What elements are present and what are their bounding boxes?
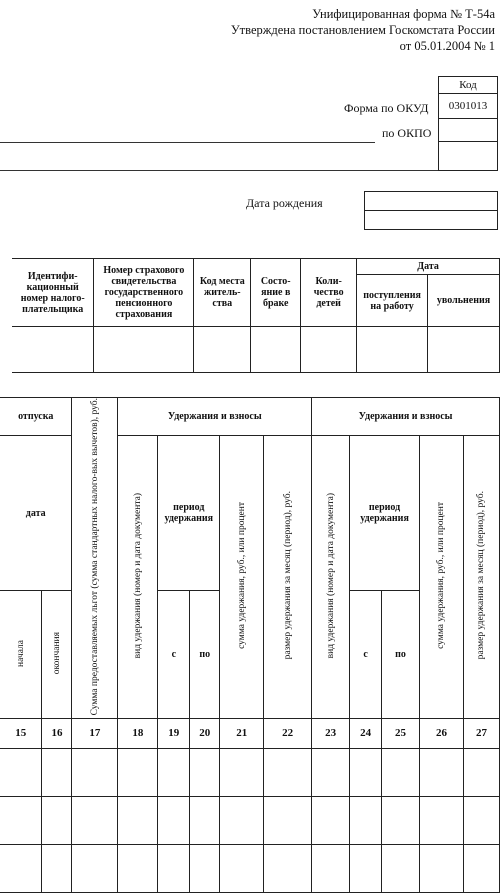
- kind-header-1: [118, 436, 158, 719]
- vacation-deductions-table: [0, 397, 500, 893]
- org-name-line[interactable]: [0, 142, 375, 143]
- data-cell[interactable]: [382, 845, 420, 893]
- deductions-header: [72, 398, 118, 719]
- data-cell[interactable]: [220, 749, 264, 797]
- inn-cell[interactable]: [12, 327, 94, 373]
- kind-header-2: [312, 436, 350, 719]
- col-number: 17: [72, 719, 118, 749]
- data-cell[interactable]: [72, 797, 118, 845]
- start-header: [0, 591, 42, 719]
- col-number: 21: [220, 719, 264, 749]
- date-group-header: Дата: [357, 259, 500, 275]
- col-number: 20: [190, 719, 220, 749]
- approval-date: от 05.01.2004 № 1: [399, 39, 495, 53]
- data-cell[interactable]: [463, 845, 499, 893]
- residence-cell[interactable]: [194, 327, 251, 373]
- data-cell[interactable]: [42, 797, 72, 845]
- vacation-header: отпуска: [0, 398, 72, 436]
- sum-header-2-text: сумма удержания, руб., или процент: [436, 502, 447, 650]
- withholdings-group-1: Удержания и взносы: [118, 398, 312, 436]
- sum-header-1-text: сумма удержания, руб., или процент: [236, 502, 247, 650]
- from-header-1: с: [158, 591, 190, 719]
- employee-info-table: [12, 258, 500, 373]
- data-cell[interactable]: [0, 797, 42, 845]
- okud-label: Форма по ОКУД: [344, 101, 429, 115]
- end-header-text: окончания: [51, 632, 62, 675]
- monthly-header-1: [264, 436, 312, 719]
- children-cell[interactable]: [301, 327, 357, 373]
- kind-header-2-text: вид удержания (номер и дата документа): [325, 493, 336, 659]
- data-cell[interactable]: [118, 749, 158, 797]
- data-cell[interactable]: [463, 749, 499, 797]
- data-cell[interactable]: [118, 845, 158, 893]
- col-number: 24: [350, 719, 382, 749]
- okud-code-field[interactable]: 0301013: [438, 93, 498, 119]
- data-cell[interactable]: [0, 749, 42, 797]
- birth-date-field-2[interactable]: [364, 210, 498, 230]
- data-cell[interactable]: [420, 797, 464, 845]
- col-number: 27: [463, 719, 499, 749]
- snils-cell[interactable]: [94, 327, 194, 373]
- data-cell[interactable]: [264, 797, 312, 845]
- data-cell[interactable]: [382, 749, 420, 797]
- col-number: 18: [118, 719, 158, 749]
- okpo-code-field[interactable]: [438, 118, 498, 142]
- marital-cell[interactable]: [251, 327, 301, 373]
- deductions-header-text: Сумма предоставляемых льгот (сумма стандартных налого-вых вычетов), руб.: [89, 398, 100, 716]
- to-header-1: по: [190, 591, 220, 719]
- data-cell[interactable]: [264, 845, 312, 893]
- birth-date-label: Дата рождения: [246, 196, 323, 210]
- data-cell[interactable]: [0, 845, 42, 893]
- table-row: [0, 845, 500, 893]
- monthly-header-2-text: размер удержания за месяц (период), руб.: [476, 491, 487, 660]
- okpo-label: по ОКПО: [382, 126, 432, 140]
- col-number: 22: [264, 719, 312, 749]
- hire-date-header: поступления на работу: [357, 275, 428, 327]
- vacation-date-header: дата: [0, 436, 72, 591]
- kind-header-1-text: вид удержания (номер и дата документа): [132, 493, 143, 659]
- data-cell[interactable]: [42, 749, 72, 797]
- data-cell[interactable]: [420, 749, 464, 797]
- col-number: 19: [158, 719, 190, 749]
- marital-status-header: Состо-яние в браке: [251, 259, 301, 327]
- data-cell[interactable]: [220, 845, 264, 893]
- extra-code-field[interactable]: [438, 141, 498, 171]
- to-header-2: по: [382, 591, 420, 719]
- form-title: Унифицированная форма № Т-54а: [312, 7, 495, 21]
- data-cell[interactable]: [72, 845, 118, 893]
- data-cell[interactable]: [42, 845, 72, 893]
- snils-header: Номер страхового свидетельства государственного пенсионного страхования: [94, 259, 194, 327]
- data-cell[interactable]: [312, 797, 350, 845]
- table-row: [0, 797, 500, 845]
- monthly-header-1-text: размер удержания за месяц (период), руб.: [282, 491, 293, 660]
- sum-header-2: [420, 436, 464, 719]
- period-header-2: период удержания: [350, 436, 420, 591]
- fire-date-cell[interactable]: [428, 327, 500, 373]
- data-cell[interactable]: [118, 797, 158, 845]
- birth-date-field[interactable]: [364, 191, 498, 211]
- code-header: Код: [438, 76, 498, 94]
- data-cell[interactable]: [190, 845, 220, 893]
- from-header-2: с: [350, 591, 382, 719]
- data-cell[interactable]: [264, 749, 312, 797]
- data-cell[interactable]: [312, 749, 350, 797]
- table-row: [0, 749, 500, 797]
- data-cell[interactable]: [463, 797, 499, 845]
- data-cell[interactable]: [312, 845, 350, 893]
- data-cell[interactable]: [158, 845, 190, 893]
- data-cell[interactable]: [190, 749, 220, 797]
- col-number: 23: [312, 719, 350, 749]
- start-header-text: начала: [15, 639, 26, 667]
- sum-header-1: [220, 436, 264, 719]
- withholdings-group-2: Удержания и взносы: [312, 398, 500, 436]
- period-header-1: период удержания: [158, 436, 220, 591]
- data-cell[interactable]: [158, 797, 190, 845]
- data-cell[interactable]: [382, 797, 420, 845]
- end-header: [42, 591, 72, 719]
- hire-date-cell[interactable]: [357, 327, 428, 373]
- data-cell[interactable]: [420, 845, 464, 893]
- col-number: 25: [382, 719, 420, 749]
- inn-header: Идентифи-кационный номер налого-плательщика: [12, 259, 94, 327]
- approval-line: Утверждена постановлением Госкомстата России: [230, 23, 495, 37]
- data-cell[interactable]: [350, 845, 382, 893]
- data-cell[interactable]: [350, 749, 382, 797]
- division-line[interactable]: [0, 170, 438, 171]
- fire-date-header: увольнения: [428, 275, 500, 327]
- col-number: 16: [42, 719, 72, 749]
- data-cell[interactable]: [72, 749, 118, 797]
- children-count-header: Коли-чество детей: [301, 259, 357, 327]
- data-cell[interactable]: [220, 797, 264, 845]
- residence-code-header: Код места житель-ства: [194, 259, 251, 327]
- data-cell[interactable]: [350, 797, 382, 845]
- data-cell[interactable]: [158, 749, 190, 797]
- monthly-header-2: [463, 436, 499, 719]
- col-number: 26: [420, 719, 464, 749]
- col-number: 15: [0, 719, 42, 749]
- data-cell[interactable]: [190, 797, 220, 845]
